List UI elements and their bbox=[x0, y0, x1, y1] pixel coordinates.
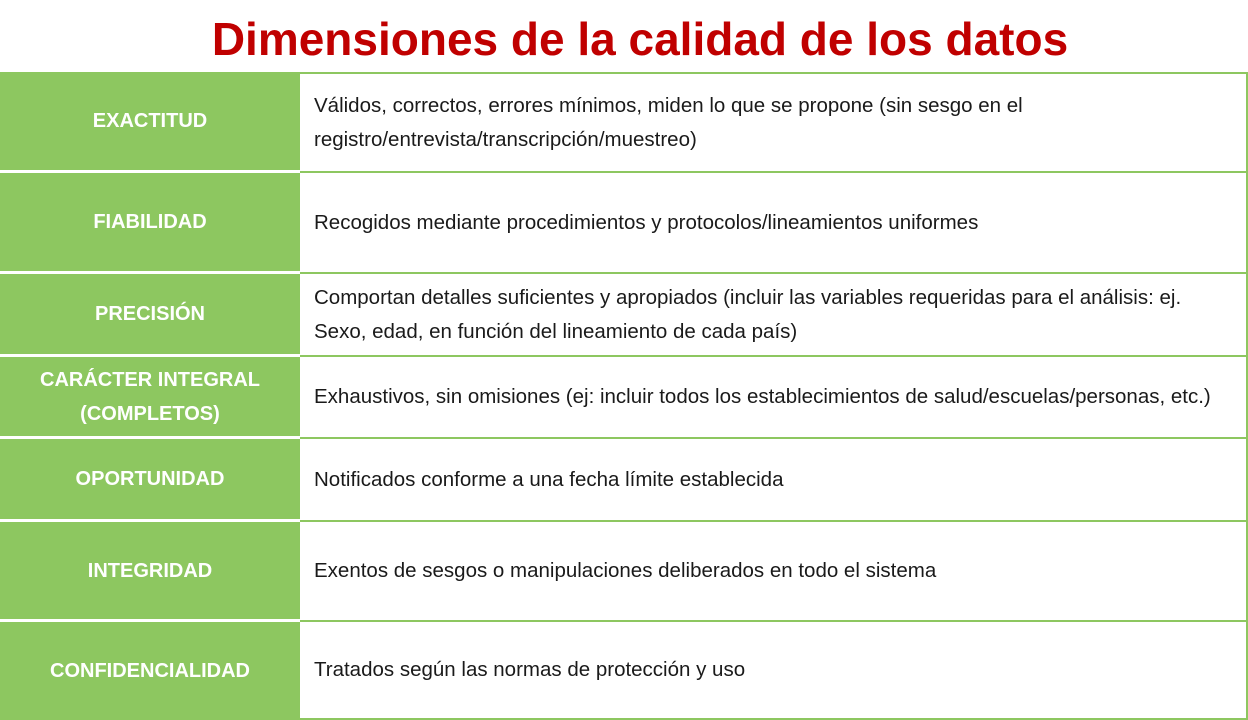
dimension-description: Recogidos mediante procedimientos y protocolos/lineamientos uniformes bbox=[300, 171, 1248, 274]
dimension-label: CONFIDENCIALIDAD bbox=[0, 622, 300, 720]
dimension-label: EXACTITUD bbox=[0, 72, 300, 173]
dimension-label: OPORTUNIDAD bbox=[0, 439, 300, 522]
dimension-label: FIABILIDAD bbox=[0, 173, 300, 274]
table-row bbox=[0, 622, 1248, 720]
dimension-description: Válidos, correctos, errores mínimos, miden lo que se propone (sin sesgo en el registro/entrevista/transcripción/muestreo) bbox=[300, 72, 1248, 173]
page-title: Dimensiones de la calidad de los datos bbox=[211, 13, 1069, 65]
dimension-description: Tratados según las normas de protección y uso bbox=[300, 620, 1248, 720]
dimension-description: Notificados conforme a una fecha límite establecida bbox=[300, 437, 1248, 522]
table-row bbox=[0, 357, 1248, 439]
table-row bbox=[0, 173, 1248, 274]
quality-dimensions-table bbox=[0, 72, 1248, 720]
dimension-description: Exhaustivos, sin omisiones (ej: incluir todos los establecimientos de salud/escuelas/personas, etc.) bbox=[300, 355, 1248, 439]
table-row bbox=[0, 439, 1248, 522]
table-row bbox=[0, 274, 1248, 357]
table-row bbox=[0, 522, 1248, 622]
dimension-description: Comportan detalles suficientes y apropiados (incluir las variables requeridas para el análisis: ej. Sexo, edad, en función del lineamiento de cada país) bbox=[300, 272, 1248, 357]
table-row bbox=[0, 72, 1248, 173]
dimension-label: CARÁCTER INTEGRAL (COMPLETOS) bbox=[0, 357, 300, 439]
dimension-description: Exentos de sesgos o manipulaciones deliberados en todo el sistema bbox=[300, 520, 1248, 622]
dimension-label: PRECISIÓN bbox=[0, 274, 300, 357]
dimension-label: INTEGRIDAD bbox=[0, 522, 300, 622]
